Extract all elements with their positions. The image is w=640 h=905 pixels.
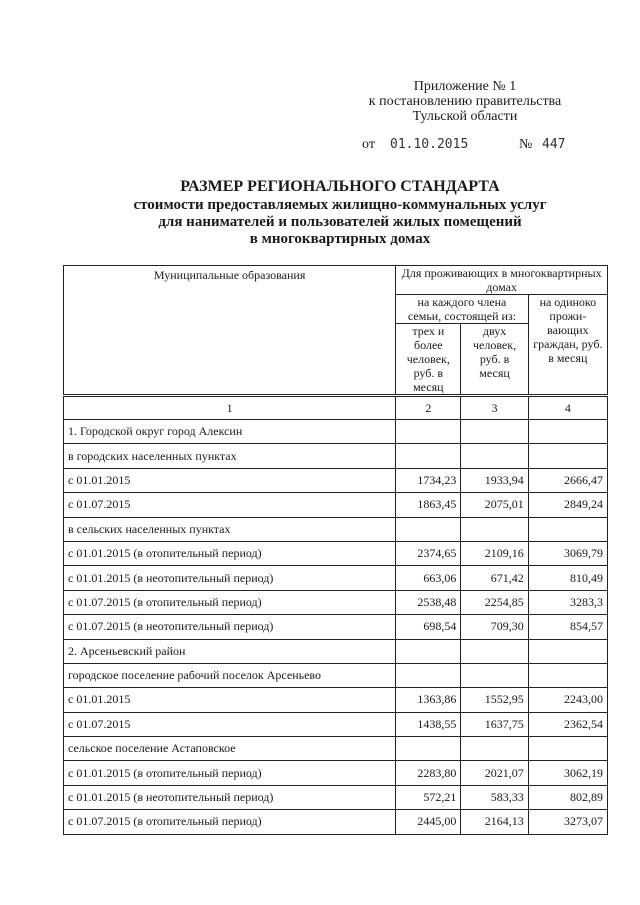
title-line-2: стоимости предоставляемых жилищно-коммунальных услуг (133, 197, 547, 213)
row-value: 698,54 (396, 615, 461, 639)
row-value (528, 420, 607, 444)
row-value: 1637,75 (461, 712, 528, 736)
row-value (461, 639, 528, 663)
row-value: 1734,23 (396, 468, 461, 492)
row-label: в сельских населенных пунктах (64, 517, 396, 541)
table-row (64, 663, 608, 687)
column-numbers-row (64, 396, 608, 420)
row-value (396, 420, 461, 444)
tariff-table (63, 265, 608, 835)
table-row (64, 761, 608, 785)
row-label: с 01.07.2015 (в отопительный период) (64, 590, 396, 614)
row-value (461, 444, 528, 468)
row-label: городское поселение рабочий поселок Арсеньево (64, 663, 396, 687)
header-single: на одиноко прожи- вающих граждан, руб. в месяц (528, 295, 607, 396)
header-municipal: Муниципальные образования (64, 266, 396, 396)
decree-number-label: № (519, 137, 533, 152)
row-label: с 01.01.2015 (в неотопительный период) (64, 566, 396, 590)
row-value (528, 444, 607, 468)
row-value (461, 517, 528, 541)
header-three-plus: трех и более человек, руб. в месяц (396, 324, 461, 396)
table-row (64, 566, 608, 590)
row-value: 2164,13 (461, 810, 528, 834)
row-value: 3283,3 (528, 590, 607, 614)
row-label: в городских населенных пунктах (64, 444, 396, 468)
column-number: 4 (528, 396, 607, 420)
row-value: 1363,86 (396, 688, 461, 712)
decree-line (362, 137, 612, 153)
appendix-block (330, 79, 600, 124)
document-title (100, 178, 580, 248)
appendix-line-2: к постановлению правительства (368, 94, 562, 109)
row-value (528, 517, 607, 541)
header-per-member-group: на каждого члена семьи, состоящей из: (396, 295, 528, 324)
header-two: двух человек, руб. в месяц (461, 324, 528, 396)
decree-number: 447 (542, 137, 566, 152)
decree-date: 01.10.2015 (390, 137, 469, 152)
column-number: 3 (461, 396, 528, 420)
title-line-4: в многоквартирных домах (249, 231, 431, 247)
table-row (64, 688, 608, 712)
row-value: 3069,79 (528, 541, 607, 565)
row-value (461, 663, 528, 687)
decree-from-label: от (362, 137, 375, 152)
row-value (461, 737, 528, 761)
row-label: с 01.01.2015 (64, 468, 396, 492)
table-row (64, 712, 608, 736)
title-line-3: для нанимателей и пользователей жилых помещений (158, 214, 522, 230)
table-row (64, 444, 608, 468)
title-line-1: РАЗМЕР РЕГИОНАЛЬНОГО СТАНДАРТА (180, 178, 500, 195)
row-value: 2021,07 (461, 761, 528, 785)
row-value: 2538,48 (396, 590, 461, 614)
row-label: с 01.01.2015 (в отопительный период) (64, 541, 396, 565)
row-value: 2666,47 (528, 468, 607, 492)
row-value: 1933,94 (461, 468, 528, 492)
table-row (64, 468, 608, 492)
row-value: 3273,07 (528, 810, 607, 834)
row-value: 2445,00 (396, 810, 461, 834)
row-value (396, 663, 461, 687)
row-value: 3062,19 (528, 761, 607, 785)
row-value: 2243,00 (528, 688, 607, 712)
table-row (64, 541, 608, 565)
row-value: 2362,54 (528, 712, 607, 736)
row-label: с 01.01.2015 (в неотопительный период) (64, 785, 396, 809)
row-value: 671,42 (461, 566, 528, 590)
table-row (64, 785, 608, 809)
row-label: с 01.07.2015 (64, 712, 396, 736)
row-value: 709,30 (461, 615, 528, 639)
row-value (528, 737, 607, 761)
row-value (396, 517, 461, 541)
row-value: 802,89 (528, 785, 607, 809)
table-row (64, 590, 608, 614)
row-value: 810,49 (528, 566, 607, 590)
table-row (64, 639, 608, 663)
appendix-line-1: Приложение № 1 (413, 79, 517, 94)
row-value: 572,21 (396, 785, 461, 809)
row-value: 1552,95 (461, 688, 528, 712)
row-label: 1. Городской округ город Алексин (64, 420, 396, 444)
row-value (461, 420, 528, 444)
row-value: 2109,16 (461, 541, 528, 565)
row-value: 854,57 (528, 615, 607, 639)
row-label: с 01.01.2015 (в отопительный период) (64, 761, 396, 785)
table-row (64, 517, 608, 541)
row-value: 2374,65 (396, 541, 461, 565)
row-value: 2254,85 (461, 590, 528, 614)
row-value (396, 737, 461, 761)
table-row (64, 737, 608, 761)
table-row (64, 420, 608, 444)
row-value (396, 444, 461, 468)
row-value (396, 639, 461, 663)
row-label: с 01.07.2015 (в отопительный период) (64, 810, 396, 834)
appendix-line-3: Тульской области (412, 109, 518, 124)
table-row (64, 810, 608, 834)
column-number: 2 (396, 396, 461, 420)
row-label: с 01.07.2015 (64, 493, 396, 517)
table-row (64, 615, 608, 639)
row-value: 1863,45 (396, 493, 461, 517)
row-label: 2. Арсеньевский район (64, 639, 396, 663)
table-row (64, 493, 608, 517)
row-value: 583,33 (461, 785, 528, 809)
column-number: 1 (64, 396, 396, 420)
header-residents-group: Для проживающих в многоквартирных домах (396, 266, 608, 295)
row-value: 2283,80 (396, 761, 461, 785)
row-label: с 01.07.2015 (в неотопительный период) (64, 615, 396, 639)
row-value: 663,06 (396, 566, 461, 590)
row-value: 2075,01 (461, 493, 528, 517)
row-value: 2849,24 (528, 493, 607, 517)
row-value (528, 639, 607, 663)
row-value: 1438,55 (396, 712, 461, 736)
row-value (528, 663, 607, 687)
row-label: с 01.01.2015 (64, 688, 396, 712)
row-label: сельское поселение Астаповское (64, 737, 396, 761)
